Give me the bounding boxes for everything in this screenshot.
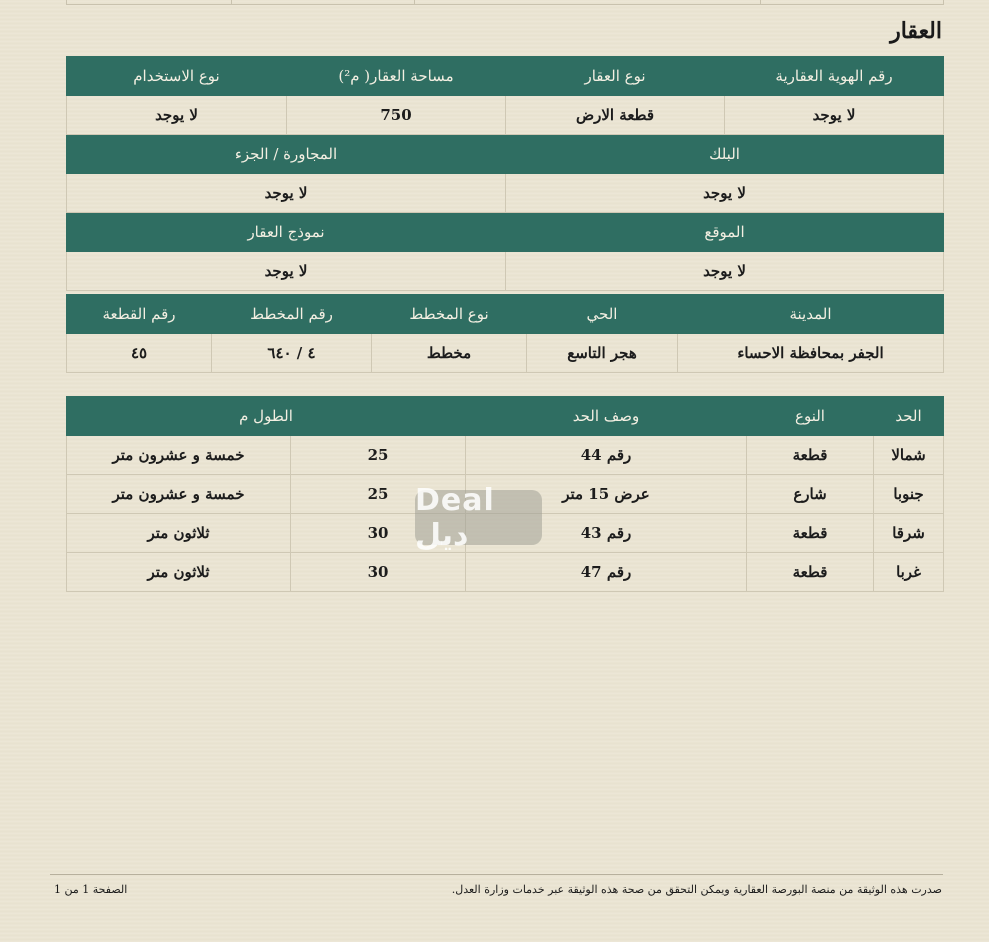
value-plan-type: مخطط bbox=[372, 334, 527, 373]
location-table bbox=[66, 294, 944, 373]
cell-type: قطعة bbox=[747, 514, 874, 553]
footer-divider bbox=[50, 874, 943, 875]
table-row bbox=[67, 96, 944, 135]
header-plot-number: رقم القطعة bbox=[67, 295, 212, 334]
header-plan-number: رقم المخطط bbox=[212, 295, 372, 334]
cell-length-text: ثلاثون متر bbox=[67, 514, 291, 553]
value-location: لا يوجد bbox=[506, 252, 944, 291]
cell-length: 25 bbox=[291, 436, 466, 475]
cell-side: جنوبا bbox=[874, 475, 944, 514]
header-length: الطول م bbox=[67, 397, 466, 436]
header-type: النوع bbox=[747, 397, 874, 436]
table-row bbox=[67, 553, 944, 592]
header-neighborhood-part: المجاورة / الجزء bbox=[67, 135, 506, 174]
table-row bbox=[67, 252, 944, 291]
cell-side: غربا bbox=[874, 553, 944, 592]
value-property-area: 750 bbox=[287, 96, 506, 135]
header-property-id: رقم الهوية العقارية bbox=[725, 57, 944, 96]
cell-type: قطعة bbox=[747, 436, 874, 475]
cell-type: قطعة bbox=[747, 553, 874, 592]
table-row bbox=[67, 174, 944, 213]
deal-watermark-logo bbox=[415, 482, 542, 553]
cell-length-text: خمسة و عشرون متر bbox=[67, 436, 291, 475]
cell-description: رقم 47 bbox=[466, 553, 747, 592]
value-city: الجفر بمحافظة الاحساء bbox=[678, 334, 944, 373]
value-property-id: لا يوجد bbox=[725, 96, 944, 135]
cell-side: شرقا bbox=[874, 514, 944, 553]
value-district: هجر التاسع bbox=[527, 334, 678, 373]
value-plan-number: ٤ / ٦٤٠ bbox=[212, 334, 372, 373]
header-side: الحد bbox=[874, 397, 944, 436]
header-row bbox=[67, 295, 944, 334]
header-location: الموقع bbox=[506, 213, 944, 252]
cell-side: شمالا bbox=[874, 436, 944, 475]
cell-description: رقم 43 bbox=[466, 514, 747, 553]
value-property-type: قطعة الارض bbox=[506, 96, 725, 135]
header-row bbox=[67, 213, 944, 252]
header-block: البلك bbox=[506, 135, 944, 174]
watermark-text: Deal ديل bbox=[415, 482, 495, 553]
cell-length-text: ثلاثون متر bbox=[67, 553, 291, 592]
value-property-model: لا يوجد bbox=[67, 252, 506, 291]
header-property-area: مساحة العقار( م²) bbox=[287, 57, 506, 96]
cell-length: 30 bbox=[291, 514, 466, 553]
table-row bbox=[67, 334, 944, 373]
value-plot-number: ٤٥ bbox=[67, 334, 212, 373]
header-row bbox=[67, 135, 944, 174]
value-usage-type: لا يوجد bbox=[67, 96, 287, 135]
header-plan-type: نوع المخطط bbox=[372, 295, 527, 334]
cell-length-text: خمسة و عشرون متر bbox=[67, 475, 291, 514]
header-property-model: نموذج العقار bbox=[67, 213, 506, 252]
cell-length: 30 bbox=[291, 553, 466, 592]
header-description: وصف الحد bbox=[466, 397, 747, 436]
previous-table-bottom-edge bbox=[66, 0, 944, 5]
header-row bbox=[67, 397, 944, 436]
cell-description: رقم 44 bbox=[466, 436, 747, 475]
value-block: لا يوجد bbox=[506, 174, 944, 213]
property-info-table bbox=[66, 56, 944, 291]
header-usage-type: نوع الاستخدام bbox=[67, 57, 287, 96]
header-property-type: نوع العقار bbox=[506, 57, 725, 96]
table-row bbox=[67, 436, 944, 475]
header-district: الحي bbox=[527, 295, 678, 334]
section-title: العقار bbox=[890, 18, 942, 44]
cell-description: عرض 15 متر bbox=[466, 475, 747, 514]
header-row bbox=[67, 57, 944, 96]
page-number: الصفحة 1 من 1 bbox=[54, 883, 128, 896]
cell-type: شارع bbox=[747, 475, 874, 514]
header-city: المدينة bbox=[678, 295, 944, 334]
value-neighborhood-part: لا يوجد bbox=[67, 174, 506, 213]
cell-length: 25 bbox=[291, 475, 466, 514]
footer-notice: صدرت هذه الوثيقة من منصة البورصة العقارية ويمكن التحقق من صحة هذه الوثيقة عبر خدمات وزارة العدل. bbox=[451, 883, 942, 896]
